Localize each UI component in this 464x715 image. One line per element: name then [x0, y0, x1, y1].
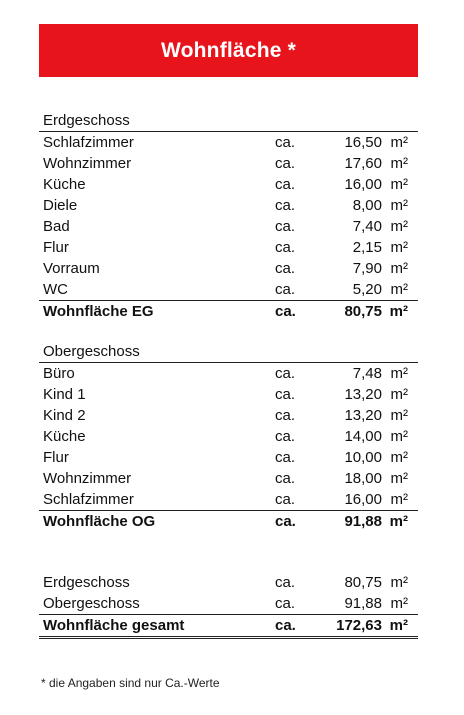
approx-label: ca. [275, 513, 296, 530]
area-value: 91,88 [344, 595, 382, 612]
area-unit: m² [390, 260, 408, 277]
area-unit: m² [390, 155, 408, 172]
area-value: 18,00 [344, 470, 382, 487]
area-value: 7,48 [352, 365, 382, 382]
approx-label: ca. [275, 260, 296, 277]
approx-label: ca. [275, 428, 296, 445]
table-row [39, 593, 418, 614]
floor-name: Erdgeschoss [43, 574, 130, 591]
approx-label: ca. [275, 470, 296, 487]
area-value: 2,15 [352, 239, 382, 256]
room-name: Flur [43, 239, 69, 256]
upper-floor-total-row [39, 510, 418, 532]
total-value: 91,88 [344, 513, 382, 530]
table-row [39, 153, 418, 174]
area-unit: m² [390, 574, 408, 591]
approx-label: ca. [275, 239, 296, 256]
area-value: 13,20 [344, 407, 382, 424]
total-label: Wohnfläche EG [43, 303, 154, 320]
table-row [39, 384, 418, 405]
area-unit: m² [390, 239, 408, 256]
upper-floor-rows [39, 363, 418, 510]
approx-label: ca. [275, 595, 296, 612]
area-unit: m² [389, 303, 408, 320]
approx-label: ca. [275, 407, 296, 424]
area-value: 16,50 [344, 134, 382, 151]
footnote: * die Angaben sind nur Ca.-Werte [41, 676, 220, 690]
room-name: Küche [43, 176, 86, 193]
area-unit: m² [390, 386, 408, 403]
grand-total-row [39, 614, 418, 639]
table-row [39, 426, 418, 447]
area-value: 16,00 [344, 176, 382, 193]
area-unit: m² [390, 197, 408, 214]
table-row [39, 174, 418, 195]
room-name: Schlafzimmer [43, 134, 134, 151]
area-value: 80,75 [344, 574, 382, 591]
approx-label: ca. [275, 449, 296, 466]
table-row [39, 216, 418, 237]
approx-label: ca. [275, 197, 296, 214]
grand-total-value: 172,63 [336, 617, 382, 634]
approx-label: ca. [275, 617, 296, 634]
table-row [39, 489, 418, 510]
table-row [39, 279, 418, 300]
area-unit: m² [389, 617, 408, 634]
area-value: 7,40 [352, 218, 382, 235]
area-unit: m² [390, 176, 408, 193]
room-name: Bad [43, 218, 70, 235]
grand-total-label: Wohnfläche gesamt [43, 617, 185, 634]
ground-floor-total-row [39, 300, 418, 322]
room-name: Vorraum [43, 260, 100, 277]
total-label: Wohnfläche OG [43, 513, 156, 530]
table-row [39, 195, 418, 216]
area-unit: m² [390, 134, 408, 151]
area-value: 7,90 [352, 260, 382, 277]
area-unit: m² [389, 513, 408, 530]
upper-floor-table [39, 341, 418, 532]
area-unit: m² [390, 365, 408, 382]
title-banner [39, 24, 418, 77]
area-value: 5,20 [352, 281, 382, 298]
area-value: 10,00 [344, 449, 382, 466]
room-name: Flur [43, 449, 69, 466]
table-row [39, 132, 418, 153]
area-value: 17,60 [344, 155, 382, 172]
area-unit: m² [390, 218, 408, 235]
area-unit: m² [390, 428, 408, 445]
room-name: Kind 1 [43, 386, 86, 403]
ground-floor-table [39, 110, 418, 322]
upper-floor-heading: Obergeschoss [39, 341, 418, 363]
room-name: Wohnzimmer [43, 155, 132, 172]
approx-label: ca. [275, 365, 296, 382]
table-row [39, 258, 418, 279]
area-value: 14,00 [344, 428, 382, 445]
room-name: Wohnzimmer [43, 470, 132, 487]
summary-table [39, 572, 418, 639]
room-name: Büro [43, 365, 75, 382]
room-name: Küche [43, 428, 86, 445]
approx-label: ca. [275, 176, 296, 193]
room-name: Diele [43, 197, 78, 214]
area-unit: m² [390, 281, 408, 298]
approx-label: ca. [275, 218, 296, 235]
approx-label: ca. [275, 303, 296, 320]
approx-label: ca. [275, 134, 296, 151]
area-value: 8,00 [352, 197, 382, 214]
table-row [39, 363, 418, 384]
total-value: 80,75 [344, 303, 382, 320]
page-title: Wohnfläche * [160, 38, 297, 62]
approx-label: ca. [275, 491, 296, 508]
approx-label: ca. [275, 574, 296, 591]
approx-label: ca. [275, 155, 296, 172]
table-row [39, 468, 418, 489]
area-unit: m² [390, 449, 408, 466]
table-row [39, 237, 418, 258]
ground-floor-heading: Erdgeschoss [39, 110, 418, 132]
area-unit: m² [390, 595, 408, 612]
area-value: 16,00 [344, 491, 382, 508]
table-row [39, 405, 418, 426]
room-name: Kind 2 [43, 407, 86, 424]
floor-name: Obergeschoss [43, 595, 140, 612]
area-unit: m² [390, 491, 408, 508]
approx-label: ca. [275, 386, 296, 403]
table-row [39, 572, 418, 593]
area-unit: m² [390, 470, 408, 487]
area-value: 13,20 [344, 386, 382, 403]
room-name: WC [43, 281, 68, 298]
approx-label: ca. [275, 281, 296, 298]
room-name: Schlafzimmer [43, 491, 134, 508]
area-unit: m² [390, 407, 408, 424]
ground-floor-rows [39, 132, 418, 300]
table-row [39, 447, 418, 468]
